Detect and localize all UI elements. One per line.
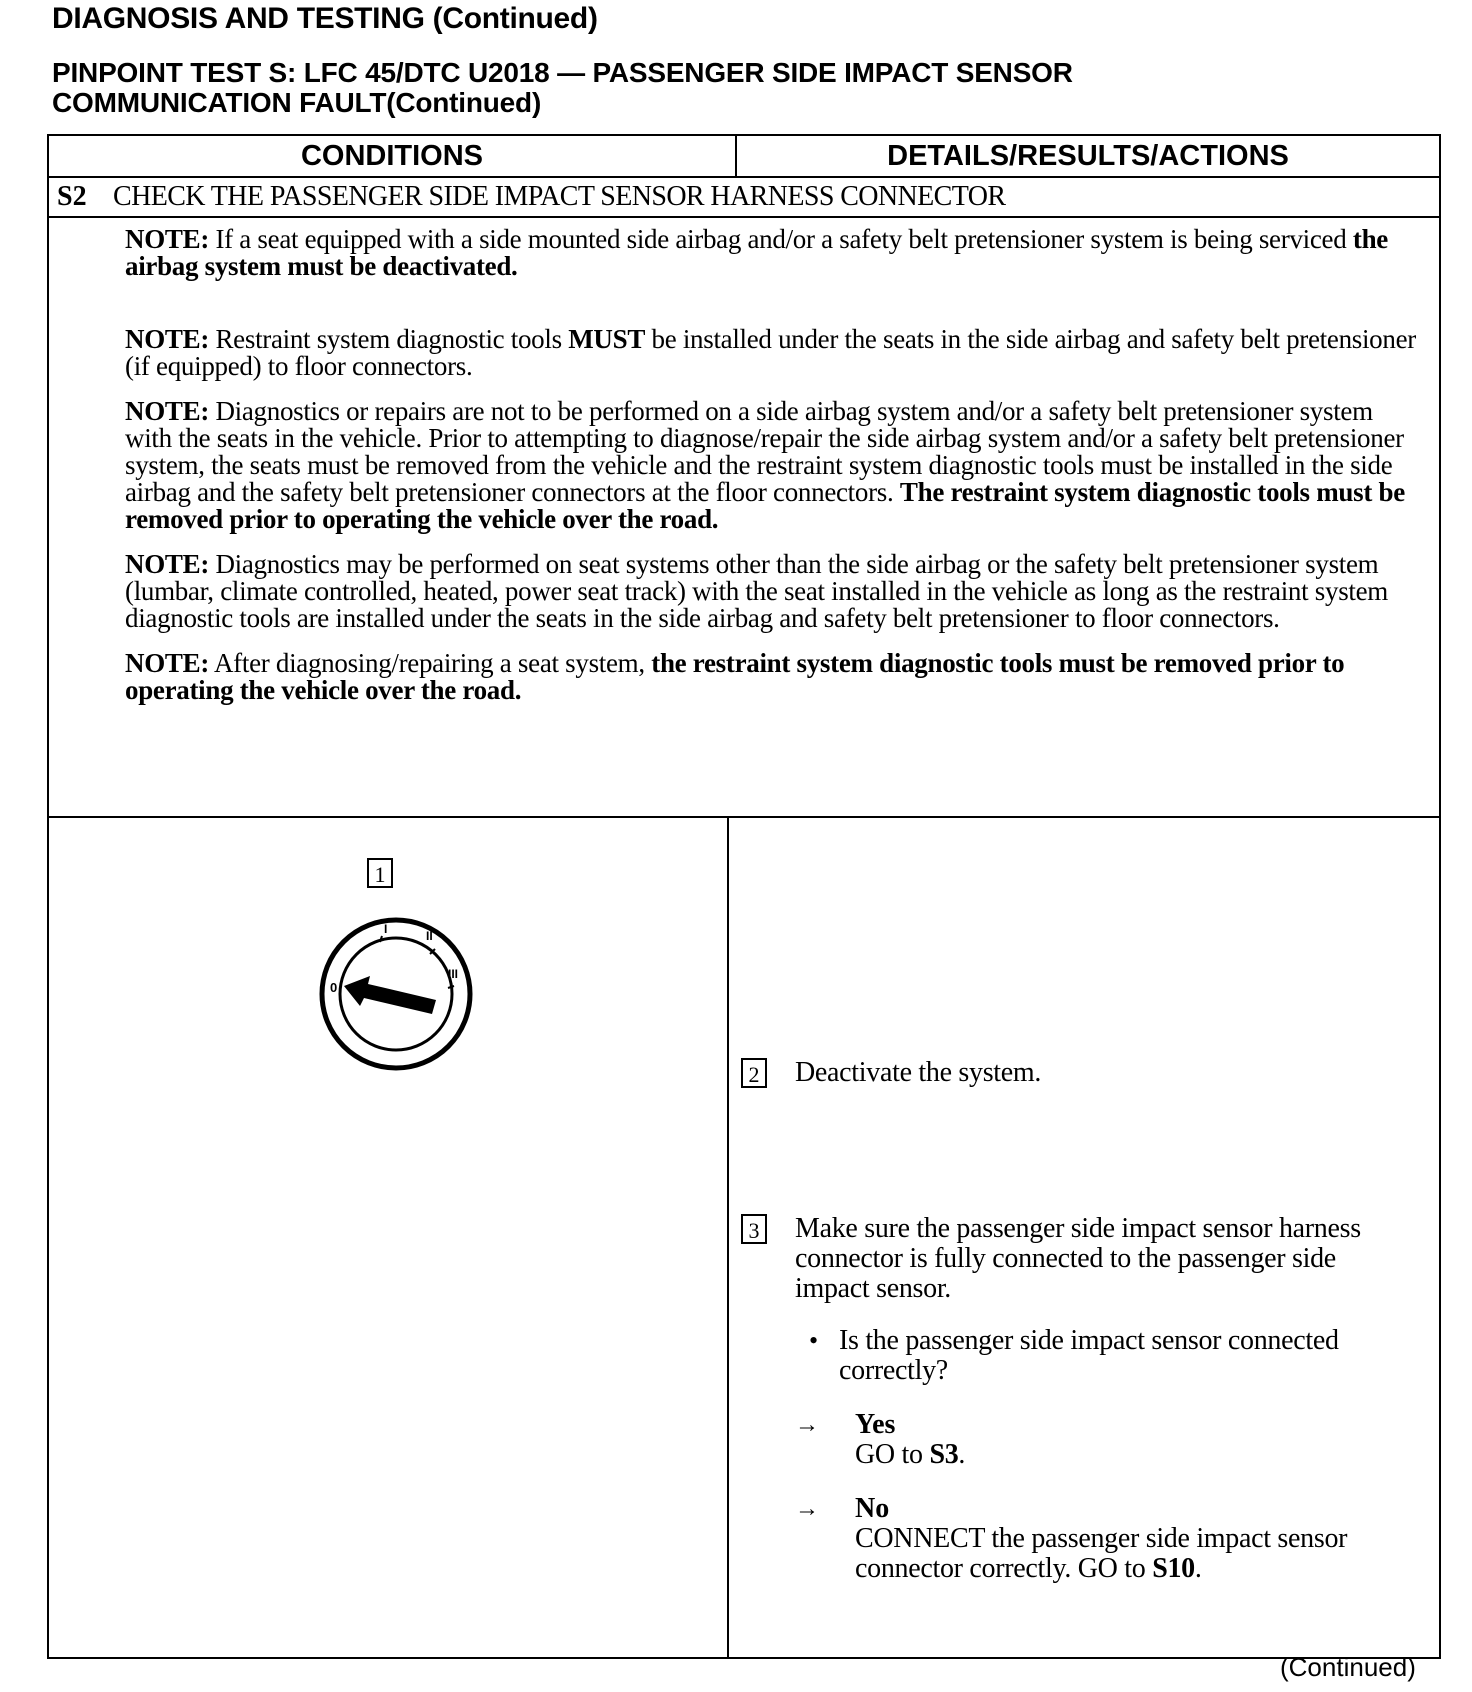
note-emphasis: the restraint system diagnostic tools must be removed prior to operating the vehicle over the road. — [125, 648, 1345, 705]
question-bullet: • — [809, 1326, 819, 1355]
page-title: DIAGNOSIS AND TESTING (Continued) — [52, 2, 598, 35]
pinpoint-test-title — [52, 58, 1073, 118]
switch-label-2: II — [426, 929, 433, 943]
note-label: NOTE: — [125, 648, 210, 678]
conditions-illustration-cell — [49, 816, 729, 1657]
step-row — [49, 178, 1439, 218]
note-text: Restraint system diagnostic tools — [215, 324, 562, 354]
continued-footer: (Continued) — [1280, 1652, 1416, 1682]
outcome-label: Yes — [855, 1409, 896, 1440]
action-text: Deactivate the system. — [795, 1057, 1042, 1088]
note-text: Diagnostics or repairs are not to be performed on a side airbag system and/or a safety belt pretensioner system with the seats in the vehicle. Prior to attempting to diagnose/repair the side airbag system and/or a safety belt pretensioner system, the seats must be removed from the vehicle and the restraint system diagnostic tools must be installed in the side airbag and the safety belt pretensioner connectors at the floor connectors. — [125, 396, 1404, 507]
note-text: After diagnosing/repairing a seat system, — [213, 648, 645, 678]
note-emphasis: The restraint system diagnostic tools must be removed prior to operating the vehicle over the road. — [125, 477, 1405, 534]
conditions-header: CONDITIONS — [49, 136, 737, 178]
notes-section — [125, 226, 1425, 704]
test-title-line-2: COMMUNICATION FAULT(Continued) — [52, 87, 542, 118]
goto-target: S3 — [929, 1439, 959, 1470]
details-actions-cell — [729, 816, 1439, 1657]
outcome-result: GO to S3. — [855, 1439, 966, 1470]
test-title-line-1: PINPOINT TEST S: LFC 45/DTC U2018 — PASSENGER SIDE IMPACT SENSOR — [52, 57, 1073, 88]
note-label: NOTE: — [125, 396, 210, 426]
note-text: If a seat equipped with a side mounted side airbag and/or a safety belt pretensioner system is being serviced — [215, 224, 1347, 254]
pinpoint-test-table — [47, 134, 1441, 1659]
outcome-label: No — [855, 1493, 890, 1524]
note-emphasis: MUST — [568, 324, 646, 354]
details-header: DETAILS/RESULTS/ACTIONS — [737, 136, 1439, 178]
arrow-right-icon: → — [795, 1496, 819, 1522]
question-text: Is the passenger side impact sensor connected correctly? — [839, 1325, 1339, 1386]
illustration-number: 1 — [367, 858, 393, 888]
switch-label-3: III — [448, 967, 459, 981]
note-label: NOTE: — [125, 324, 210, 354]
ignition-switch-off-icon — [298, 896, 494, 1092]
note-1 — [125, 226, 1425, 280]
arrow-right-icon: → — [795, 1412, 819, 1438]
note-text: be installed under the seats in the side airbag and safety belt pretensioner (if equipped) to floor connectors. — [125, 324, 1416, 381]
action-number: 3 — [741, 1214, 767, 1244]
note-label: NOTE: — [125, 549, 210, 579]
step-id: S2 — [57, 181, 87, 212]
note-2 — [125, 326, 1425, 380]
note-text: Diagnostics may be performed on seat systems other than the side airbag or the safety belt pretensioner system (lumbar, climate controlled, heated, power seat track) with the seat installed in the vehicle as long as the restraint system diagnostic tools are installed under the seats in the side airbag and safety belt pretensioner to floor connectors. — [125, 549, 1388, 633]
step-title: CHECK THE PASSENGER SIDE IMPACT SENSOR HARNESS CONNECTOR — [113, 181, 1006, 212]
action-number: 2 — [741, 1058, 767, 1088]
outcome-result: CONNECT the passenger side impact sensor connector correctly. GO to S10. — [855, 1523, 1348, 1584]
switch-label-1: I — [384, 922, 388, 936]
note-4 — [125, 551, 1425, 632]
note-5 — [125, 650, 1425, 704]
note-label: NOTE: — [125, 224, 210, 254]
note-emphasis: the airbag system must be deactivated. — [125, 224, 1388, 281]
note-3 — [125, 398, 1425, 533]
action-text: Make sure the passenger side impact sensor harness connector is fully connected to the passenger side impact sensor. — [795, 1213, 1361, 1304]
goto-target: S10 — [1152, 1553, 1195, 1584]
switch-label-off: 0 — [330, 980, 338, 995]
